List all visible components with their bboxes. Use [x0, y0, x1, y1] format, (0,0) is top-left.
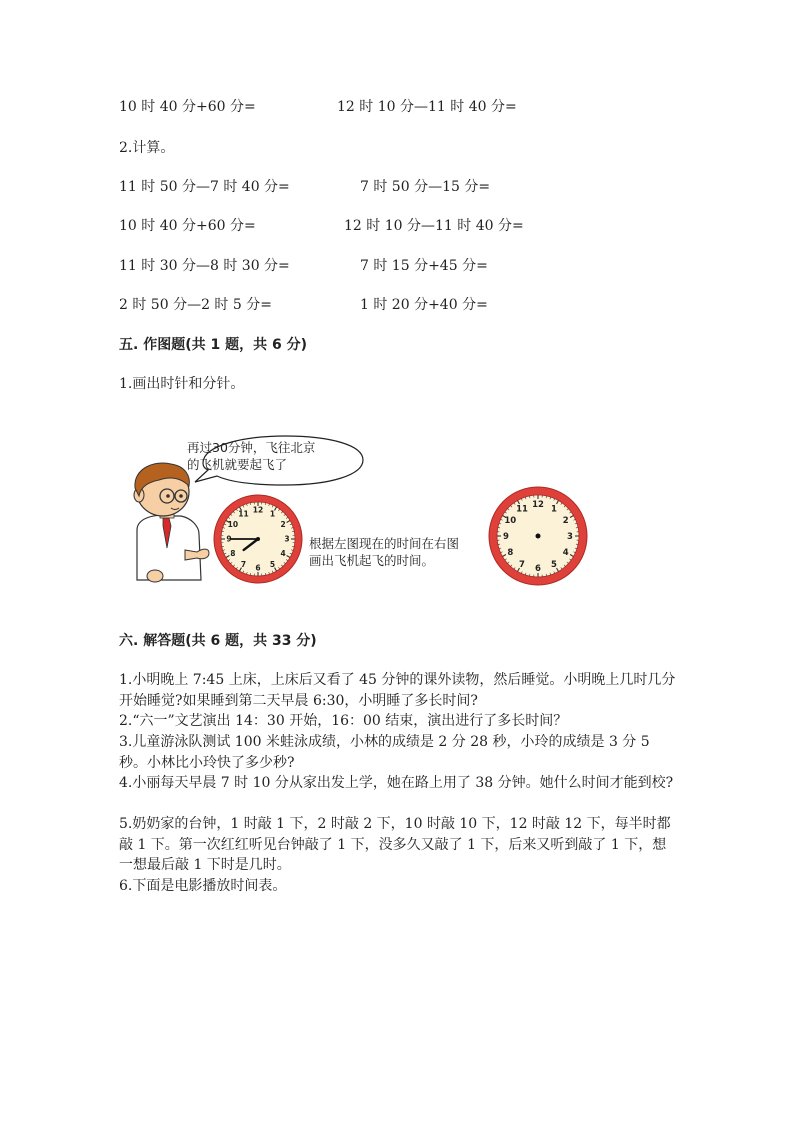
speech-bubble-line-2: 的飞机就要起飞了 [187, 457, 288, 472]
right-clock [489, 487, 587, 585]
left-clock [214, 495, 302, 583]
clock-number: 5 [269, 559, 276, 569]
calc-row-2-left: 10 时 40 分+60 分= [119, 218, 256, 234]
instruction-line-1: 根据左图现在的时间在右图 [309, 536, 460, 551]
instruction-line-2: 画出飞机起飞的时间。 [309, 553, 435, 568]
question-6: 6.下面是电影播放时间表。 [119, 878, 287, 894]
speech-bubble-line-1: 再过30分钟，飞往北京 [187, 440, 316, 455]
section-6-title: 六. 解答题(共 6 题，共 33 分) [119, 633, 317, 649]
question-5: 5.奶奶家的台钟，1 时敲 1 下，2 时敲 2 下，10 时敲 10 下，12 时敲 12 下，每半时都敲 1 下。第一次红红听见台钟敲了 1 下，没多久又敲了 1 下，后来又听到敲了 1 下，想一想最后敲 1 下时是几时。 [119, 816, 671, 873]
clock-number: 6 [255, 563, 261, 573]
calc-row-1-right: 7 时 50 分—15 分= [360, 179, 491, 195]
calc-row-1-left: 11 时 50 分—7 时 40 分= [119, 179, 290, 195]
calc-row-4-right: 1 时 20 分+40 分= [360, 297, 488, 313]
clock-number: 11 [238, 509, 249, 519]
clock-number: 2 [280, 520, 286, 530]
clock-number: 9 [226, 534, 232, 544]
clock-number: 10 [227, 520, 239, 530]
clock-number: 1 [551, 504, 557, 515]
clock-number: 7 [519, 559, 525, 570]
calc-row-3-right: 7 时 15 分+45 分= [360, 258, 488, 274]
top-right-expression: 12 时 10 分—11 时 40 分= [337, 99, 517, 115]
clock-number: 10 [504, 516, 517, 527]
question-2: 2.“六一”文艺演出 14：30 开始，16：00 结束，演出进行了多长时间？ [119, 713, 568, 729]
clock-number: 1 [269, 509, 276, 519]
question-4: 4.小丽每天早晨 7 时 10 分从家出发上学，她在路上用了 38 分钟。她什么时间才能到校? [119, 775, 674, 791]
clock-number: 3 [567, 532, 573, 543]
top-left-expression: 10 时 40 分+60 分= [119, 99, 256, 115]
clock-number: 4 [562, 548, 569, 559]
clock-number: 8 [230, 549, 236, 559]
clock-number: 9 [503, 532, 509, 543]
question-1: 1.小明晚上 7:45 上床，上床后又看了 45 分钟的课外读物，然后睡觉。小明晚上几时几分开始睡觉?如果睡到第二天早晨 6:30，小明睡了多长时间? [119, 672, 676, 709]
calc-row-2-right: 12 时 10 分—11 时 40 分= [344, 218, 524, 234]
clock-number: 8 [507, 548, 514, 559]
section-5-question-1: 1.画出时针和分针。 [119, 376, 245, 392]
section-5-title: 五. 作图题(共 1 题，共 6 分) [119, 337, 307, 353]
calc-row-4-left: 2 时 50 分—2 时 5 分= [119, 297, 272, 313]
clock-number: 4 [280, 549, 286, 559]
clock-number: 6 [535, 564, 541, 575]
clock-number: 11 [516, 504, 528, 515]
clock-number: 12 [532, 500, 544, 511]
clock-number: 5 [551, 559, 557, 570]
clock-number: 7 [240, 559, 247, 569]
calc-row-3-left: 11 时 30 分—8 时 30 分= [119, 258, 290, 274]
clock-number: 2 [562, 516, 569, 527]
question-3: 3.儿童游泳队测试 100 米蛙泳成绩，小林的成绩是 2 分 28 秒，小玲的成绩是 3 分 5 秒。小林比小玲快了多少秒? [119, 734, 650, 771]
calc-heading: 2.计算。 [119, 140, 175, 156]
clock-number: 3 [284, 534, 290, 544]
clock-number: 12 [252, 505, 264, 515]
